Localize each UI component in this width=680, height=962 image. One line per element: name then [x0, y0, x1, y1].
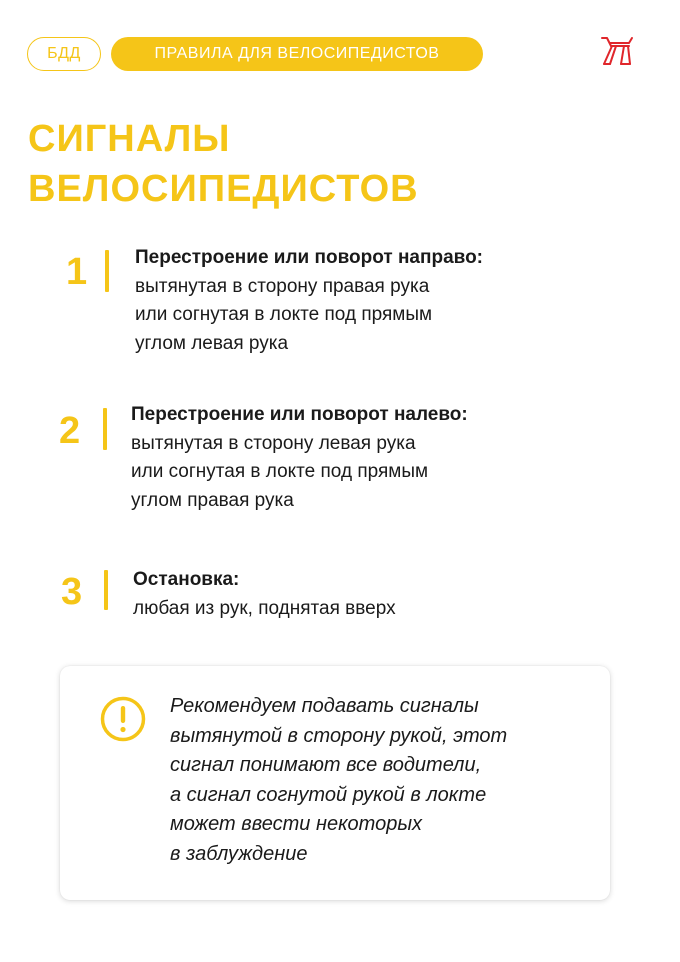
rule-text — [131, 401, 468, 515]
rule-line: углом левая рука — [135, 332, 289, 354]
rule-heading: Остановка: — [133, 569, 240, 590]
rule-line: вытянутая в сторону левая рука — [131, 432, 416, 454]
note-line: в заблуждение — [170, 842, 308, 865]
rule-text — [133, 566, 396, 623]
title-line-2: ВЕЛОСИПЕДИСТОВ — [28, 168, 419, 210]
note-line: вытянутой в сторону рукой, этот — [170, 724, 508, 747]
rule-line: углом правая рука — [131, 489, 294, 511]
rule-line: любая из рук, поднятая вверх — [133, 597, 396, 619]
rule-line: или согнутая в локте под прямым — [135, 304, 433, 325]
rule-heading: Перестроение или поворот направо: — [135, 247, 484, 268]
page-title — [28, 114, 419, 214]
rule-line: или согнутая в локте под прямым — [131, 461, 429, 482]
rule-number: 2 — [59, 410, 81, 452]
tag-section: ПРАВИЛА ДЛЯ ВЕЛОСИПЕДИСТОВ — [111, 37, 483, 71]
rule-divider — [104, 570, 108, 610]
recommendation-text — [170, 692, 507, 869]
exclamation-circle-icon — [100, 696, 146, 742]
note-line: а сигнал согнутой рукой в локте — [170, 783, 487, 806]
rule-line: вытянутая в сторону правая рука — [135, 275, 430, 297]
rule-heading: Перестроение или поворот налево: — [131, 404, 468, 425]
bicycle-logo-icon — [596, 34, 636, 68]
note-line: может ввести некоторых — [170, 813, 423, 835]
rule-divider — [105, 250, 109, 292]
recommendation-card — [60, 666, 610, 900]
rule-number: 3 — [61, 571, 83, 613]
note-line: сигнал понимают все водители, — [170, 754, 482, 776]
tag-bdd: БДД — [27, 37, 101, 71]
title-line-1: СИГНАЛЫ — [28, 118, 231, 160]
rule-text — [135, 244, 483, 358]
rule-divider — [103, 408, 107, 450]
rule-number: 1 — [66, 251, 88, 293]
note-line: Рекомендуем подавать сигналы — [170, 695, 479, 717]
